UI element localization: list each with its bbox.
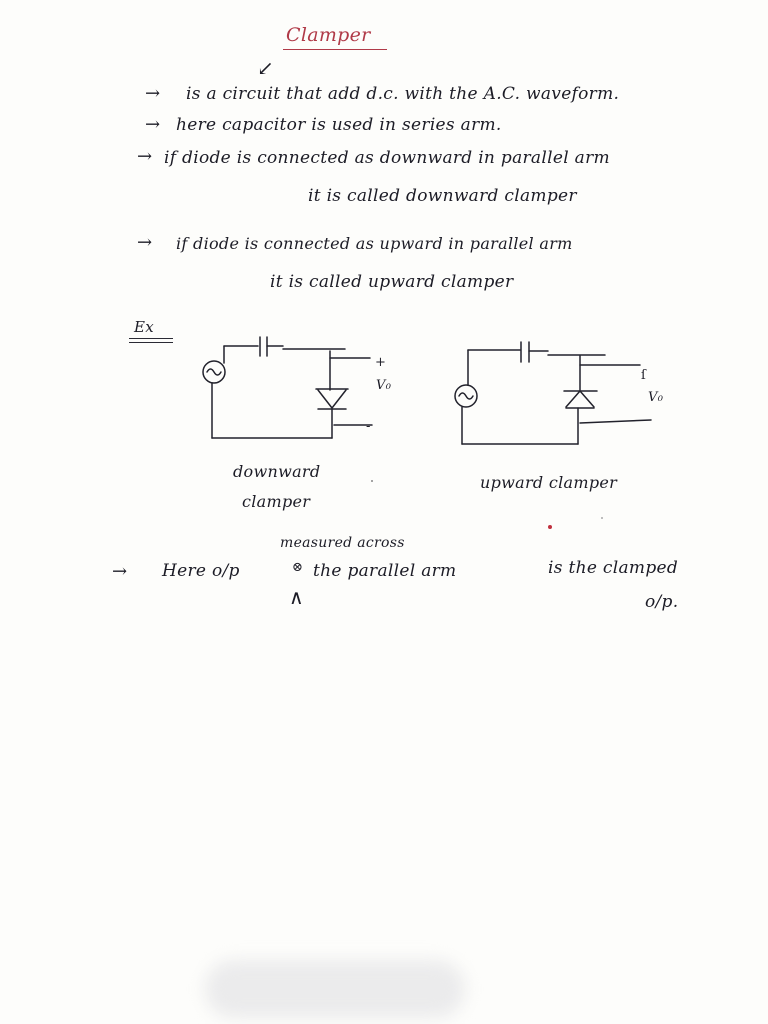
- left-plus-label: +: [375, 355, 387, 370]
- bullet-arrow-icon: →: [145, 114, 161, 135]
- bullet-arrow-icon: →: [112, 561, 128, 582]
- left-caption-2: clamper: [242, 492, 311, 511]
- left-minus-label: -: [366, 419, 371, 434]
- note-insert: measured across: [280, 535, 405, 551]
- right-vo-label: V₀: [648, 390, 664, 405]
- bullet-arrow-icon: →: [137, 232, 153, 253]
- scribble-mark: ⊗: [292, 560, 304, 575]
- note-clamped: is the clamped: [548, 558, 679, 578]
- caret-up-icon: ∧: [289, 585, 304, 609]
- left-caption-1: downward: [233, 462, 321, 481]
- line-upward-b: it is called upward clamper: [270, 272, 514, 292]
- note-parallel-arm: the parallel arm: [313, 561, 457, 581]
- down-left-arrow-icon: ↙: [257, 56, 274, 80]
- note-op: o/p.: [645, 592, 679, 612]
- line-capacitor: here capacitor is used in series arm.: [176, 115, 502, 135]
- line-definition: is a circuit that add d.c. with the A.C. waveform.: [186, 84, 620, 104]
- line-downward-b: it is called downward clamper: [308, 186, 577, 206]
- blurred-smudge: [205, 960, 465, 1018]
- page-title: Clamper: [286, 24, 371, 46]
- example-label: Ex: [134, 318, 155, 336]
- right-caption: upward clamper: [480, 473, 618, 492]
- bullet-arrow-icon: →: [145, 83, 161, 104]
- line-downward-a: if diode is connected as downward in parallel arm: [164, 148, 610, 168]
- note-here-op: Here o/p: [162, 561, 240, 581]
- left-vo-label: V₀: [376, 378, 392, 393]
- line-upward-a: if diode is connected as upward in parallel arm: [176, 234, 573, 253]
- right-plus-mark: ſ: [641, 368, 647, 383]
- bullet-arrow-icon: →: [137, 146, 153, 167]
